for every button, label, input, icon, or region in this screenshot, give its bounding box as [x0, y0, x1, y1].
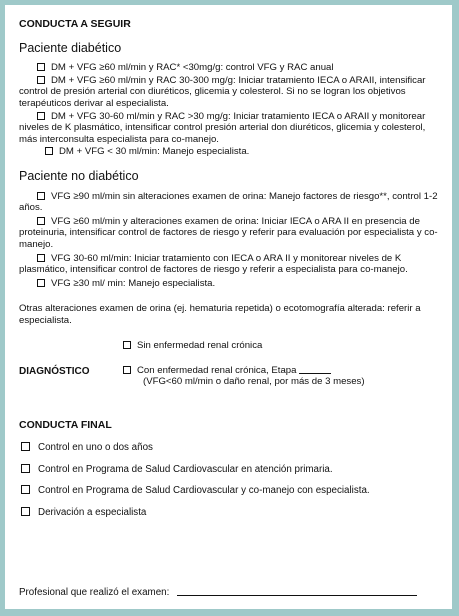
checkbox[interactable]	[37, 279, 45, 287]
checkbox[interactable]	[37, 217, 45, 225]
diagnostico-label: DIAGNÓSTICO	[19, 366, 90, 378]
diabetic-item-2: DM + VFG ≥60 ml/min y RAC 30-300 mg/g: Iniciar tratamiento IECA o ARAII, intensificar control de presión arterial con diuréticos, glicemia y colesterol. Si no se logran los objetivos terapéuticos derivar al especialista.	[19, 74, 426, 109]
checkbox[interactable]	[37, 254, 45, 262]
checkbox[interactable]	[37, 112, 45, 120]
checkbox[interactable]	[21, 442, 30, 451]
final-item-1: Control en uno o dos años	[19, 442, 440, 454]
final-item-2: Control en Programa de Salud Cardiovascular en atención primaria.	[19, 464, 440, 476]
stage-blank-field[interactable]	[299, 364, 331, 374]
diabetic-item-1: DM + VFG ≥60 ml/min y RAC* <30mg/g: control VFG y RAC anual	[19, 62, 440, 74]
form-title: CONDUCTA A SEGUIR	[19, 18, 131, 30]
diagnostico-section	[19, 340, 440, 404]
checkbox[interactable]	[37, 63, 45, 71]
diag-option-erc: Con enfermedad renal crónica, Etapa	[123, 364, 331, 377]
diag-option-erc-note: (VFG<60 ml/min o daño renal, por más de 3 meses)	[143, 376, 365, 388]
other-alterations-note: Otras alteraciones examen de orina (ej. hematuria repetida) o ecotomografía alterada: referir a especialista.	[19, 303, 421, 326]
final-heading: CONDUCTA FINAL	[19, 419, 112, 432]
nondiabetic-item-3: VFG 30-60 ml/min: Iniciar tratamiento con IECA o ARA II y monitorear niveles de K plasmático, intensificar control de factores de riesgo y referir a especialista para co-manejo.	[19, 252, 408, 276]
checkbox[interactable]	[21, 507, 30, 516]
diag-option-no-erc: Sin enfermedad renal crónica	[123, 340, 262, 352]
checkbox[interactable]	[123, 341, 131, 349]
checkbox[interactable]	[123, 366, 131, 374]
nondiabetic-heading: Paciente no diabético	[19, 168, 139, 183]
checkbox[interactable]	[21, 485, 30, 494]
diabetic-item-4: DM + VFG < 30 ml/min: Manejo especialista.	[19, 146, 440, 158]
checkbox[interactable]	[37, 76, 45, 84]
final-item-4: Derivación a especialista	[19, 507, 440, 519]
nondiabetic-item-4: VFG ≥30 ml/ min: Manejo especialista.	[19, 278, 440, 290]
checkbox[interactable]	[37, 192, 45, 200]
form-sheet	[5, 5, 452, 609]
nondiabetic-item-1: VFG ≥90 ml/min sin alteraciones examen de orina: Manejo factores de riesgo**, control 1-2 años.	[19, 190, 438, 214]
professional-signature-row: Profesional que realizó el examen:	[19, 585, 417, 599]
final-item-3: Control en Programa de Salud Cardiovascular y co-manejo con especialista.	[19, 485, 440, 497]
diabetic-heading: Paciente diabético	[19, 40, 122, 55]
checkbox[interactable]	[21, 464, 30, 473]
checkbox[interactable]	[45, 147, 53, 155]
nondiabetic-item-2: VFG ≥60 ml/min y alteraciones examen de orina: Iniciar IECA o ARA II en presencia de proteinuria, intensificar control de factores de riesgo y referir para evaluación por especialista y co-manejo.	[19, 215, 438, 250]
diabetic-item-3: DM + VFG 30-60 ml/min y RAC >30 mg/g: Iniciar tratamiento IECA o ARAII y monitorear niveles de K plasmático, intensificar control presión arterial don diuréticos, glicemia y colesterol, más interconsulta especialista para co-manejo.	[19, 110, 426, 145]
professional-name-field[interactable]	[177, 585, 417, 596]
